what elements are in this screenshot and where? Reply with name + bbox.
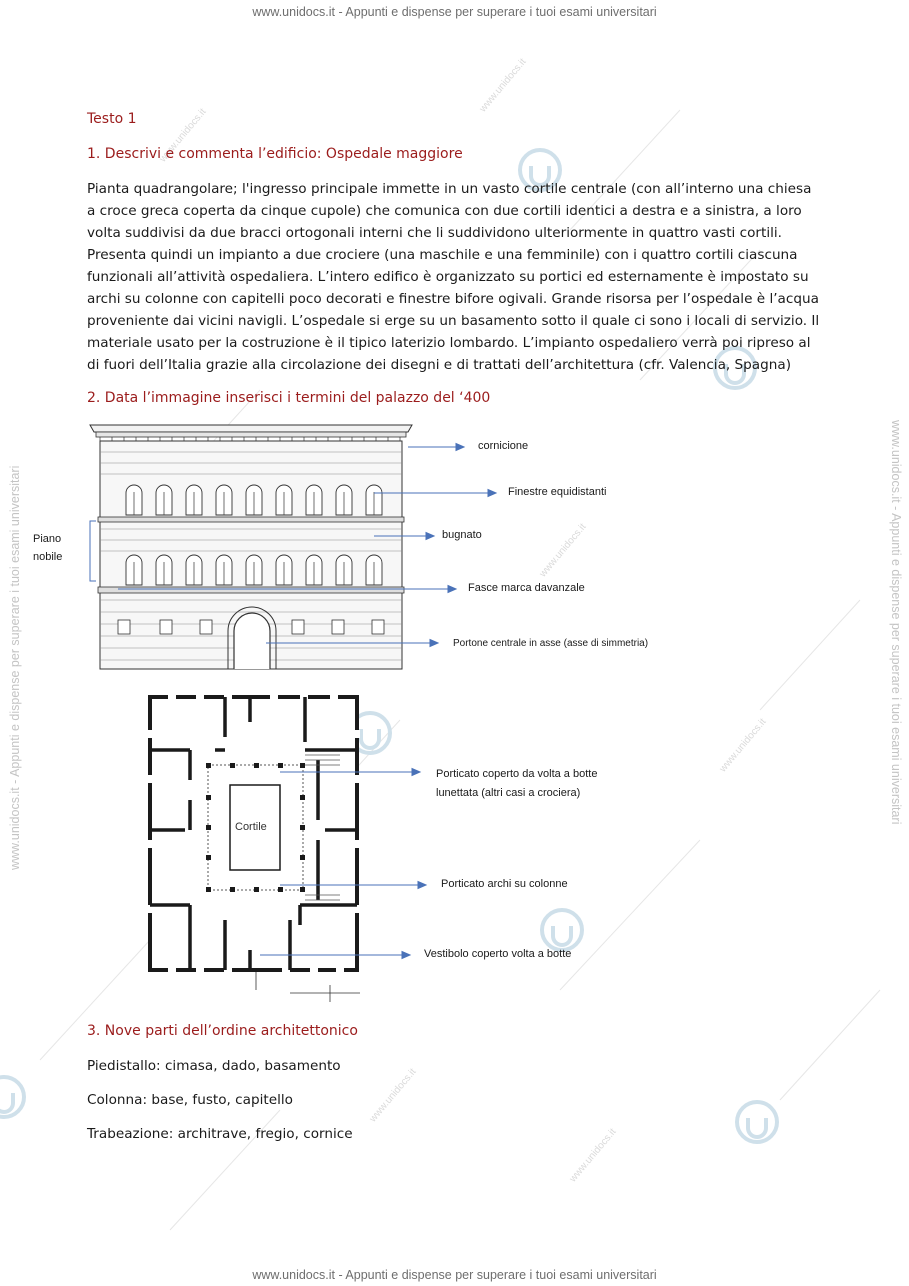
q1-line: materiale usato per la costruzione è il tipico laterizio lombardo. L’impianto ospedaliero verrà poi ripreso al bbox=[87, 335, 811, 351]
watermark-small-4: www.unidocs.it bbox=[717, 716, 769, 775]
watermark-small-2: www.unidocs.it bbox=[477, 56, 529, 115]
q3-item-piedistallo: Piedistallo: cimasa, dado, basamento bbox=[87, 1058, 341, 1074]
watermark-right: www.unidocs.it - Appunti e dispense per superare i tuoi esami universitari bbox=[889, 420, 903, 825]
label-fasce-marca-davanzale: Fasce marca davanzale bbox=[468, 582, 585, 594]
doc-title: Testo 1 bbox=[87, 111, 137, 127]
q1-heading: 1. Descrivi e commenta l’edificio: Ospedale maggiore bbox=[87, 146, 463, 162]
watermark-small-6: www.unidocs.it bbox=[567, 1126, 619, 1185]
q1-line: di fuori dell’Italia grazie alla circolazione dei disegni e di trattati dell’architettura (cfr. Valencia, Spagna) bbox=[87, 357, 792, 373]
q1-line: Pianta quadrangolare; l'ingresso principale immette in un vasto cortile centrale (con all’interno una chiesa bbox=[87, 181, 812, 197]
watermark-small-1: www.unidocs.it bbox=[157, 106, 209, 165]
q1-line: proveniente dai vicini navigli. L’ospedale si erge su un basamento sotto il quale ci sono i locali di servizio. Il bbox=[87, 313, 820, 329]
label-porticato-volta bbox=[436, 765, 597, 803]
label-cortile: Cortile bbox=[235, 821, 267, 833]
logo-watermark-icon bbox=[542, 910, 582, 950]
q1-line: volta suddivisi da due bracci ortogonali interni che li suddividono ulteriormente in quattro vasti cortili. bbox=[87, 225, 782, 241]
q1-line: a croce greca coperta da cinque cupole) che comunica con due cortili identici a destra e a sinistra, a loro bbox=[87, 203, 802, 219]
top-banner: www.unidocs.it - Appunti e dispense per superare i tuoi esami universitari bbox=[252, 5, 657, 19]
label-porticato-volta-line: lunettata (altri casi a crociera) bbox=[436, 787, 581, 799]
q3-heading: 3. Nove parti dell’ordine architettonico bbox=[87, 1023, 358, 1039]
label-piano-nobile-line: Piano bbox=[33, 533, 62, 545]
q3-item-trabeazione: Trabeazione: architrave, fregio, cornice bbox=[87, 1126, 353, 1142]
q3-item-colonna: Colonna: base, fusto, capitello bbox=[87, 1092, 293, 1108]
watermark-left: www.unidocs.it - Appunti e dispense per superare i tuoi esami universitari bbox=[8, 465, 22, 870]
label-piano-nobile-line: nobile bbox=[33, 551, 63, 563]
label-bugnato: bugnato bbox=[442, 529, 482, 541]
q1-paragraph bbox=[87, 178, 820, 376]
label-finestre-equidistanti: Finestre equidistanti bbox=[508, 486, 607, 498]
label-porticato-archi: Porticato archi su colonne bbox=[441, 878, 568, 890]
label-cornicione: cornicione bbox=[478, 440, 529, 452]
palazzo-facade-drawing bbox=[90, 425, 412, 669]
label-vestibolo: Vestibolo coperto volta a botte bbox=[424, 948, 572, 960]
q2-heading: 2. Data l’immagine inserisci i termini del palazzo del ‘400 bbox=[87, 390, 491, 406]
q1-line: Presenta quindi un impianto a due crociere (una maschile e una femminile) con i quattro cortili ciascuna bbox=[87, 247, 798, 263]
palazzo-plan-drawing bbox=[147, 694, 360, 1002]
bottom-banner: www.unidocs.it - Appunti e dispense per superare i tuoi esami universitari bbox=[252, 1268, 657, 1282]
logo-watermark-icon bbox=[0, 1077, 24, 1117]
label-portone-centrale: Portone centrale in asse (asse di simmetria) bbox=[453, 638, 649, 649]
q1-line: archi su colonne con capitelli poco decorati e finestre bifore ogivali. Grande risorsa per l’ospedale è l’acqua bbox=[87, 291, 819, 307]
logo-watermark-icon bbox=[737, 1102, 777, 1142]
label-porticato-volta-line: Porticato coperto da volta a botte bbox=[436, 768, 598, 780]
label-piano-nobile bbox=[33, 530, 62, 566]
q1-line: funzionali all’attività ospedaliera. L’intero edifico è organizzato su portici ed esternamente è impostato su bbox=[87, 269, 809, 285]
watermark-small-3: www.unidocs.it bbox=[537, 521, 589, 580]
watermark-small-5: www.unidocs.it bbox=[367, 1066, 419, 1125]
